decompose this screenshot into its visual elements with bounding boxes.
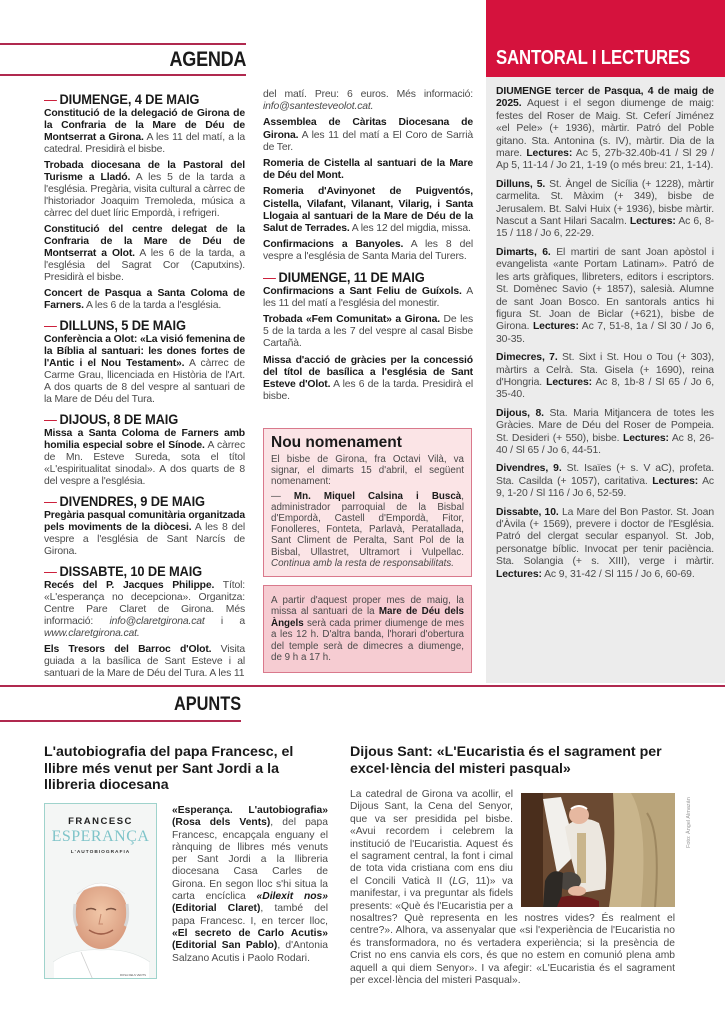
agenda-item: Missa d'acció de gràcies per la concessió del títol de basílica a l'església de Sant Esteve d'Olot. A les 6 de la tarda. Presidirà el bisbe. [263, 354, 473, 403]
agenda-column-2 [263, 89, 473, 403]
article-2-body: La catedral de Girona va acollir, el Dijous Sant, la Cena del Senyor, que va ser presidida pel bisbe. «Avui recordem i celebrem la institució de l'Eucaristia. Aquest és el sagrament central, la font i cimal de tota vida cristiana com ens diu el Concili Vaticà II (LG, 11)» va manifestar, i va preguntar als fidels presents: «Què és l'Eucaristia per a nosaltres? Què representa en les nostres vides? És realment el centre?». Alhora, va assenyalar que «si l'experiència de l'Eucaristia no és transformadora, no és vertadera experiència; si la presència de Crist no ens canvia els cors, és que no estem en comunió plena amb aquell a qui diem Senyor». I va afegir: «L'Eucaristia és el sagrament per excel·lència del misteri Pasqual». [350, 789, 675, 987]
day-heading: — DIVENDRES, 9 DE MAIG [44, 493, 205, 509]
agenda-item: Romeria de Cistella al santuari de la Mare de Déu del Mont. [263, 158, 473, 182]
agenda-item: Confirmacions a Banyoles. A les 8 del vespre a l'església de Santa Maria del Turers. [263, 239, 473, 263]
article-1-body: «Esperança. L'autobiografia» (Rosa dels Vents), del papa Francesc, encapçala enguany el rànquing de llibres més venuts per Sant Jordi a la llibreria diocesana Casa Carles de Girona. En segon lloc s'hi situa la carta encíclica «Dilexit nos» (Editorial Claret), també del papa Francesc. I, en tercer lloc, «El secreto de Carlo Acutis» (Editorial San Pablo), d'Antonia Salzano Acutis i Paolo Rodari. [172, 805, 328, 964]
book-title: ESPERANÇA [51, 828, 150, 845]
pope-portrait-image [53, 864, 150, 979]
book-publisher: ROSA DELS VENTS [120, 973, 146, 977]
washing-of-feet-photo [521, 793, 675, 907]
box-title: Nou nomenament [271, 434, 402, 451]
dash-marker: — [44, 493, 57, 509]
box-intro: El bisbe de Girona, fra Octavi Vilà, va signar, el dimarts 15 d'abril, el següent nomenament: [271, 454, 464, 488]
agenda-item: Els Tresors del Barroc d'Olot. Visita guiada a la basílica de Sant Esteve i al santuari de la Mare de Déu del Tura. A les 11 [44, 644, 245, 679]
agenda-item: Concert de Pasqua a Santa Coloma de Farners. A les 6 de la tarda a l'església. [44, 288, 245, 311]
web-link[interactable]: www.claretgirona.cat. [44, 628, 140, 639]
agenda-day [44, 563, 245, 680]
box-body [271, 454, 464, 569]
day-heading: — DIJOUS, 8 DE MAIG [44, 411, 179, 427]
agenda-item: Confirmacions a Sant Feliu de Guíxols. A les 11 del matí a l'església del monestir. [263, 285, 473, 309]
angels-notice-box: A partir d'aquest proper mes de maig, la missa al santuari de la Mare de Déu dels Àngels serà cada primer diumenge de mes a les 12 h. D'altra banda, l'horari d'obertura del temple serà de dimecres a diumenge, de 9 h a 17 h. [263, 585, 472, 673]
book-subtitle: L'AUTOBIOGRAFIA [70, 850, 131, 855]
dash-marker: — [44, 91, 57, 107]
santoral-entry: Dijous, 8. Sta. Maria Mitjancera de totes les Gràcies. Mare de Déu del Roser de Pompeia. St. Desideri (+ 550), bisbe. Lectures: Ac 8, 26-40 / Sl 65 / Jo 6, 44-51. [496, 407, 714, 456]
santoral-entry: Dilluns, 5. St. Àngel de Sicília (+ 1228), màrtir carmelita. St. Màxim (+ 349), bisbe de Jerusalem. Bt. Salvi Huix (+ 1936), bisbe màrtir. Nascut a Sant Hilari Sacalm. Lectures: Ac 6, 8-15 / 118 / Jo 6, 22-29. [496, 178, 715, 240]
agenda-item-continued: del matí. Preu: 6 euros. Més informació: info@santesteveolot.cat. [263, 89, 473, 113]
agenda-item: Trobada diocesana de la Pastoral del Turisme a Lladó. A les 5 de la tarda a l'església. Pregària, visita cultural a càrrec de l'historiador Joaquim Tremoleda, música a càrrec del duet líric Empordà, i refrigeri. [44, 160, 245, 219]
santoral-entry: Dissabte, 10. La Mare del Bon Pastor. St. Joan d'Àvila (+ 1569), prevere i doctor de l'Església. Patró del clergat secular espanyol. St. Job, personatge bíblic. Invocat per tenir paciència. Sta. Solangia (+ s. XIII), verge i màrtir. Lectures: Ac 9, 31-42 / Sl 115 / Jo 6, 60-69. [496, 506, 715, 580]
article-2-title: Dijous Sant: «L'Eucaristia és el sagrament per excel·lència del misteri pasqual» [350, 744, 662, 777]
box-appointment: — Mn. Miquel Calsina i Buscà, administrador parroquial de la Bisbal d'Empordà, Castell d'Empordà, Fitor, Fonolleres, Fonteta, Parlavà, Peratallada, Sant Climent de Peralta, Sant Pol de la Bisbal, Ullastret, Ultramort i Vulpellac. Continua amb la resta de responsabilitats. [271, 490, 464, 569]
dash-marker: — [44, 563, 57, 579]
agenda-item: Constitució de la delegació de Girona de la Confraria de la Mare de Déu de Montserrat a Girona. A les 11 del matí, a la catedral. Presidirà el bisbe. [44, 108, 245, 155]
agenda-item: Romeria d'Avinyonet de Puigventós, Cistella, Vilafant, Vilanant, Vilarig, i Santa Llogaia al santuari de la Mare de Déu de la Salut de Terrades. A les 12 del migdia, missa. [263, 186, 473, 235]
santoral-entry: DIUMENGE tercer de Pasqua, 4 de maig de 2025. Aquest i el segon diumenge de maig: festes del Roser de Maig. St. Ceferí Jiménez «el Pele» (+ 1936), màrtir. Patró del Poble gitano. Sta. Antonina (s. IV), màrtir. Dia de la mare. Lectures: Ac 5, 27b-32.40b-41 / Sl 29 / Ap 5, 11-14 / Jo 21, 1-19 (o més breu: 21, 1-14). [496, 86, 714, 172]
dash-marker: — [263, 268, 276, 285]
santoral-entry: Dimecres, 7. St. Sixt i St. Hou o Tou (+ 303), màrtirs a Celrà. Sta. Gisela (+ 1690), reina d'Hongria. Lectures: Ac 8, 1b-8 / Sl 65 / Jo 6, 35-40. [496, 352, 714, 401]
apunts-rule [0, 720, 241, 722]
agenda-item: Conferència a Olot: «La visió femenina de la Bíblia al santuari: les dones fortes de l'Antic i el Nou Testament». A càrrec de Carme Grau, llicenciada en Història de l'Art. A dos quarts de 8 del vespre al santuari de la Mare de Déu del Tura. [44, 334, 245, 405]
agenda-item: Assemblea de Càritas Diocesana de Girona. A les 11 del matí a El Coro de Sarrià de Ter. [263, 117, 473, 153]
book-author: FRANCESC [68, 816, 133, 827]
day-heading: — DIUMENGE, 4 DE MAIG [44, 91, 200, 107]
agenda-item: Trobada «Fem Comunitat» a Girona. De les 5 de la tarda a les 7 del vespre al casal Bisbe Cartañà. [263, 314, 473, 350]
header-rule-bottom [0, 74, 246, 76]
article-1-title: L'autobiografia del papa Francesc, el llibre més venut per Sant Jordi a la llibreria diocesana [44, 744, 294, 793]
agenda-header [0, 41, 246, 77]
agenda-day [263, 269, 473, 404]
agenda-title: AGENDA [169, 48, 246, 71]
agenda-day [44, 317, 245, 406]
nomenament-box [263, 428, 472, 577]
agenda-day [44, 493, 245, 558]
agenda-item: Recés del P. Jacques Philippe. Títol: «L'esperança no decepciona». Organitza: Centre Pare Claret de Girona. Més informació: info@claretgirona.cat i a www.claretgirona.cat. [44, 580, 246, 639]
agenda-item: Constitució del centre delegat de la Confraria de la Mare de Déu de Montserrat a Olot. A les 6 de la tarda, a l'església del Sagrat Cor (Caputxins). Presidirà el bisbe. [44, 224, 245, 283]
photo-credit: Foto: Àngel Almazán [686, 797, 692, 848]
day-heading: — DIUMENGE, 11 DE MAIG [263, 268, 425, 285]
santoral-header [486, 0, 725, 77]
email-link[interactable]: info@santesteveolot.cat. [263, 101, 374, 113]
day-heading: — DISSABTE, 10 DE MAIG [44, 563, 203, 579]
header-rule-top [0, 43, 246, 45]
santoral-entry: Divendres, 9. St. Isaïes (+ s. V aC), profeta. Sta. Casilda (+ 1057), caritativa. Lectures: Ac 9, 1-20 / Sl 116 / Jo 6, 52-59. [496, 463, 715, 500]
agenda-column-1 [44, 91, 245, 680]
santoral-entry: Dimarts, 6. El martiri de sant Joan apòstol i evangelista «ante Portam Latinam». Patró de les arts gràfiques, llibreters, editors i escriptors. St. Domènec Savio (+ 1857), salesià. Alumne de sant Joan Bosco. En santorals antics hi figura St. Joan de Biclar (+621), bisbe de Girona. Lectures: Ac 7, 51-8, 1a / Sl 30 / Jo 6, 30-35. [496, 246, 715, 345]
agenda-item: Missa a Santa Coloma de Farners amb homilia especial sobre el Sínode. A càrrec de Mn. Esteve Sureda, sota el títol «L'espiritualitat sinodal». A dos quarts de 8 del vespre a l'església. [44, 428, 245, 487]
book-cover-image [44, 803, 157, 979]
section-divider [0, 685, 725, 687]
agenda-item: Pregària pasqual comunitària organitzada pels moviments de la diòcesi. A les 8 del vespre a l'església de Sant Narcís de Girona. [44, 510, 245, 557]
apunts-title: APUNTS [173, 694, 241, 715]
dash-marker: — [44, 411, 57, 427]
email-link[interactable]: info@claretgirona.cat [109, 616, 205, 627]
santoral-title: SANTORAL I LECTURES [496, 47, 691, 69]
dash-marker: — [44, 317, 57, 333]
day-heading: — DILLUNS, 5 DE MAIG [44, 317, 186, 333]
santoral-entries [496, 86, 714, 587]
agenda-day [44, 411, 245, 488]
agenda-day [44, 91, 245, 312]
